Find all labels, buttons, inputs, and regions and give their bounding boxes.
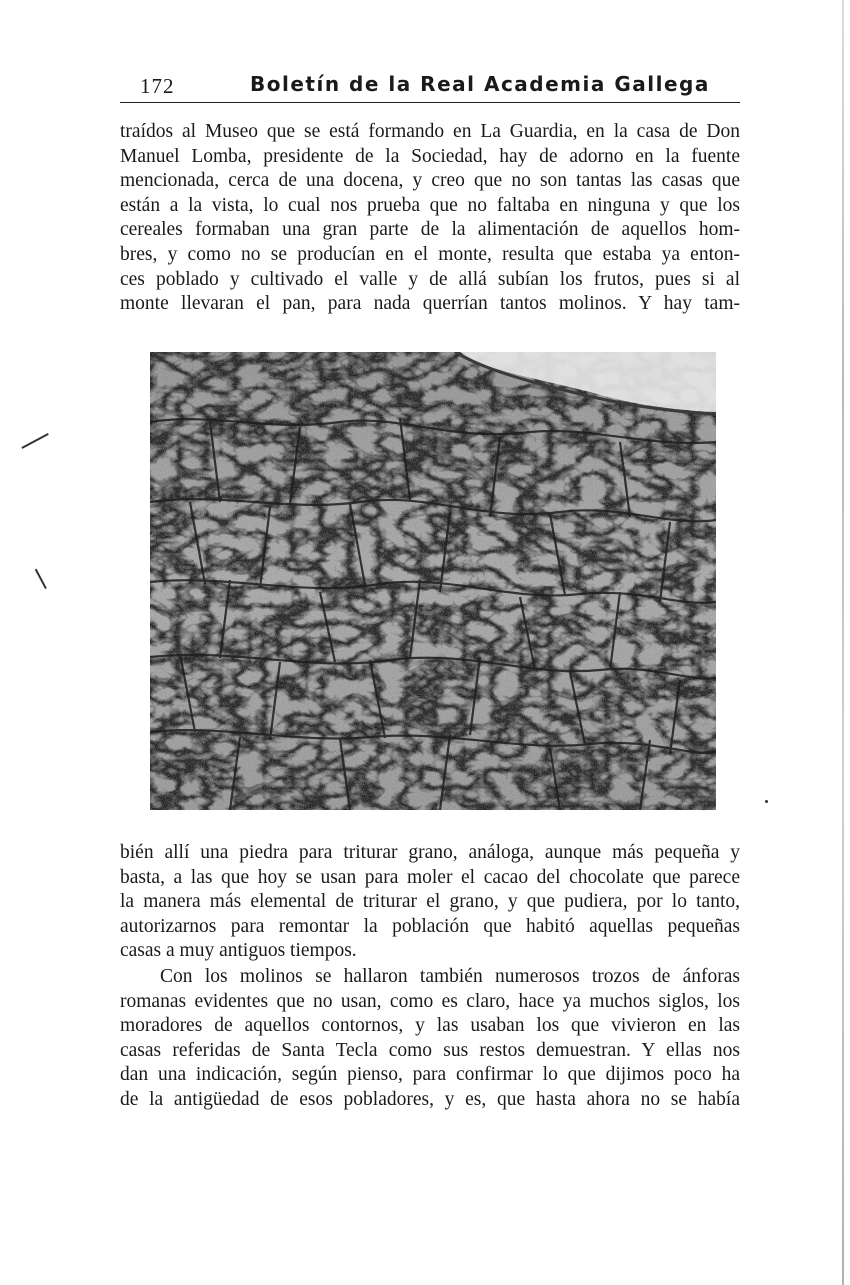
text-line: de la antigüedad de esos pobladores, y es, que hasta ahora no se había: [120, 1088, 740, 1110]
page-edge: [842, 0, 844, 1285]
text-line: traídos al Museo que se está formando en La Guardia, en la casa de Don: [120, 121, 740, 142]
paragraph-continued: [120, 120, 740, 317]
text-line: monte llevaran el pan, para nada querrían tantos molinos. Y hay tam-: [120, 293, 740, 315]
paragraph-amphorae: [120, 965, 740, 1113]
text-line: cereales formaban una gran parte de la alimentación de aquellos hom-: [120, 219, 740, 241]
text-line: están a la vista, lo cual nos prueba que no faltaba en ninguna y que los: [120, 194, 740, 216]
text-line: dan una indicación, según pienso, para confirmar lo que dijimos poco ha: [120, 1064, 740, 1086]
text-line: Manuel Lomba, presidente de la Sociedad, hay de adorno en la fuente: [120, 145, 740, 167]
text-line: basta, a las que hoy se usan para moler el cacao del chocolate que parece: [120, 866, 740, 888]
scan-mark: [35, 569, 47, 589]
scan-mark: [21, 433, 48, 448]
paragraph-grinding-stone: [120, 841, 740, 964]
photo-illustration: [150, 352, 716, 810]
scan-mark: [765, 800, 768, 803]
text-line: bién allí una piedra para triturar grano, análoga, aunque más pequeña y: [120, 842, 740, 863]
running-header: [120, 72, 740, 103]
stone-wall-photograph: [150, 352, 716, 810]
text-line: ces poblado y cultivado el valle y de allá subían los frutos, pues si al: [120, 268, 740, 290]
text-line: romanas evidentes que no usan, como es claro, hace ya muchos siglos, los: [120, 990, 740, 1012]
text-line: la manera más elemental de triturar el grano, y que pudiera, por lo tanto,: [120, 891, 740, 913]
page-number: 172: [140, 74, 175, 98]
text-line: Con los molinos se hallaron también numerosos trozos de ánforas: [160, 966, 740, 987]
text-line: bres, y como no se producían en el monte, resulta que estaba ya enton-: [120, 243, 740, 265]
text-line: casas a muy antiguos tiempos.: [120, 940, 357, 962]
running-title: Boletín de la Real Academia Gallega: [250, 72, 710, 96]
text-line: casas referidas de Santa Tecla como sus restos demuestran. Y ellas nos: [120, 1039, 740, 1061]
text-line: mencionada, cerca de una docena, y creo que no son tantas las casas que: [120, 170, 740, 192]
text-line: moradores de aquellos contornos, y las usaban los que vivieron en las: [120, 1015, 740, 1037]
text-line: autorizarnos para remontar la población que habitó aquellas pequeñas: [120, 915, 740, 937]
